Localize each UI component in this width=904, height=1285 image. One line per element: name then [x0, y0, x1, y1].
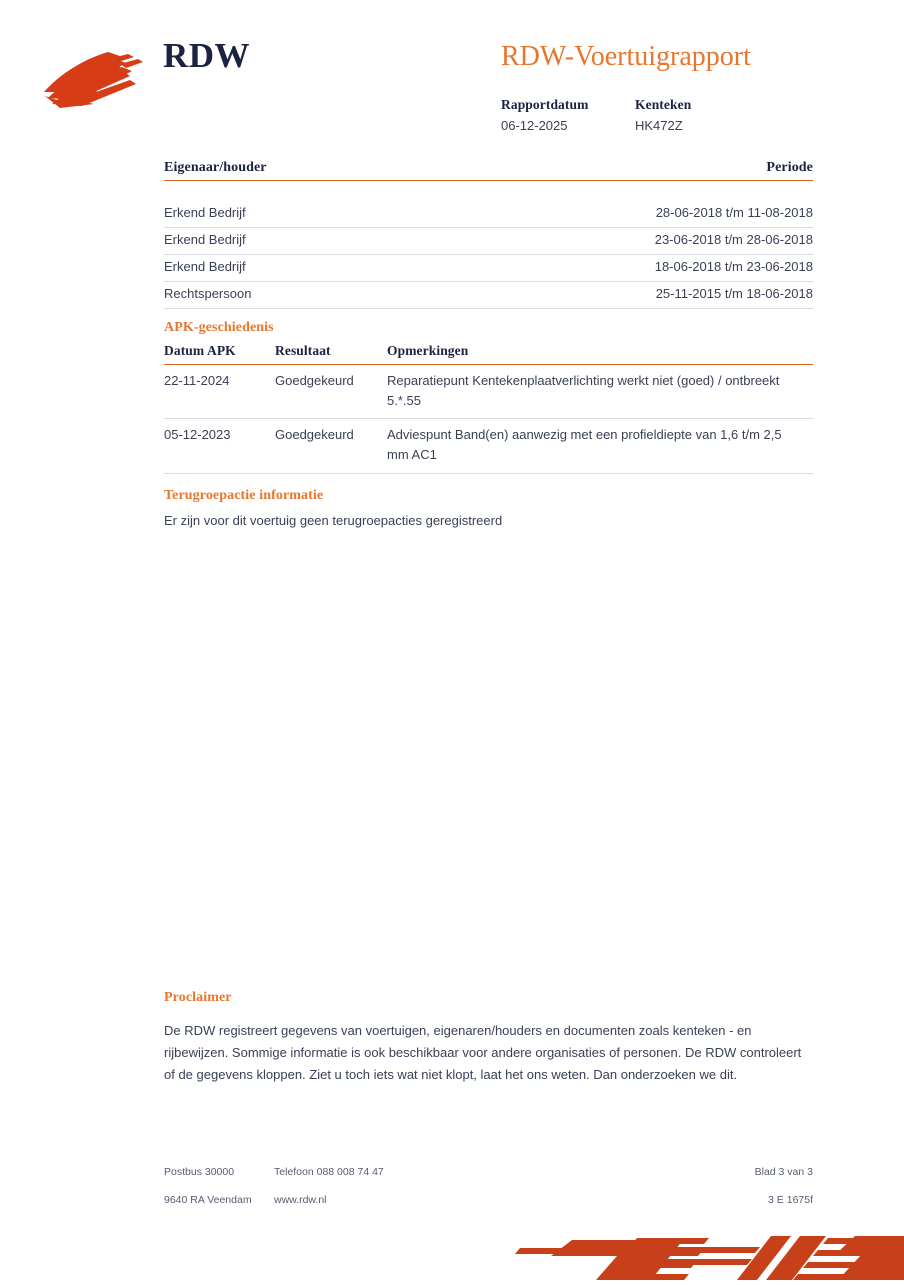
report-date-value: 06-12-2025 — [501, 118, 568, 134]
apk-section-title: APK-geschiedenis — [164, 320, 274, 335]
footer-doc-code: 3 E 1675f — [768, 1193, 813, 1206]
owner-section-header — [164, 160, 813, 176]
bottom-decorative-graphic-icon — [0, 1210, 904, 1280]
owner-name: Erkend Bedrijf — [164, 201, 395, 227]
footer-row-2 — [164, 1193, 813, 1208]
footer-address-line-2: 9640 RA Veendam — [164, 1193, 252, 1206]
page-title: RDW-Voertuigrapport — [501, 41, 751, 72]
apk-history-section — [164, 320, 813, 474]
apk-date: 22-11-2024 — [164, 365, 275, 419]
plate-group — [635, 96, 691, 136]
footer-row-1 — [164, 1165, 813, 1180]
owner-period: 28-06-2018 t/m 11-08-2018 — [395, 201, 813, 227]
rdw-feather-logo-icon — [42, 48, 164, 110]
owner-period: 18-06-2018 t/m 23-06-2018 — [395, 254, 813, 281]
owner-table — [164, 201, 813, 309]
owner-name: Erkend Bedrijf — [164, 254, 395, 281]
disclaimer-section — [164, 990, 813, 1085]
footer-address-line-1: Postbus 30000 — [164, 1166, 235, 1178]
owner-section-rule — [164, 180, 813, 181]
report-date-label: Rapportdatum — [501, 97, 589, 112]
document-footer — [164, 1165, 813, 1220]
owner-name: Rechtspersoon — [164, 281, 395, 308]
footer-website[interactable]: www.rdw.nl — [274, 1193, 327, 1206]
owner-period: 23-06-2018 t/m 28-06-2018 — [395, 227, 813, 254]
apk-remarks: Adviespunt Band(en) aanwezig met een profieldiepte van 1,6 t/m 2,5 mm AC1 — [387, 419, 813, 473]
apk-table — [164, 343, 813, 474]
table-row — [164, 254, 813, 281]
owner-period-header: Periode — [766, 160, 813, 175]
apk-remarks: Reparatiepunt Kentekenplaatverlichting werkt niet (goed) / ontbreekt 5.*.55 — [387, 365, 813, 419]
footer-page-info: Blad 3 van 3 — [754, 1166, 813, 1178]
owner-section — [164, 160, 813, 309]
table-row — [164, 201, 813, 227]
owner-section-title: Eigenaar/houder — [164, 160, 267, 175]
recall-section — [164, 488, 813, 532]
apk-result: Goedgekeurd — [275, 419, 387, 473]
rdw-wordmark: RDW — [163, 36, 251, 75]
owner-name: Erkend Bedrijf — [164, 227, 395, 254]
apk-col-date: Datum APK — [164, 343, 275, 365]
apk-col-result: Resultaat — [275, 343, 387, 365]
plate-value: HK472Z — [635, 118, 683, 134]
footer-phone: Telefoon 088 008 74 47 — [274, 1166, 384, 1178]
table-row — [164, 419, 813, 473]
report-date-group — [501, 96, 635, 136]
recall-section-text: Er zijn voor dit voertuig geen terugroepacties geregistreerd — [164, 513, 503, 528]
disclaimer-title: Proclaimer — [164, 990, 232, 1005]
plate-label: Kenteken — [635, 97, 692, 112]
apk-table-header-row — [164, 343, 813, 365]
apk-date: 05-12-2023 — [164, 419, 275, 473]
apk-result: Goedgekeurd — [275, 365, 387, 419]
apk-col-remarks: Opmerkingen — [387, 343, 813, 365]
owner-period: 25-11-2015 t/m 18-06-2018 — [395, 281, 813, 308]
table-row — [164, 365, 813, 419]
recall-section-title: Terugroepactie informatie — [164, 488, 324, 503]
report-meta — [501, 96, 821, 136]
table-row — [164, 227, 813, 254]
disclaimer-text: De RDW registreert gegevens van voertuigen, eigenaren/houders en documenten zoals kenteken - en rijbewijzen. Sommige informatie is ook beschikbaar voor andere organisaties of personen. De RDW controleert of de gegevens kloppen. Ziet u toch iets wat niet klopt, laat het ons weten. Dan onderzoeken we dit. — [164, 1023, 802, 1082]
document-header — [0, 0, 904, 150]
table-row — [164, 281, 813, 308]
